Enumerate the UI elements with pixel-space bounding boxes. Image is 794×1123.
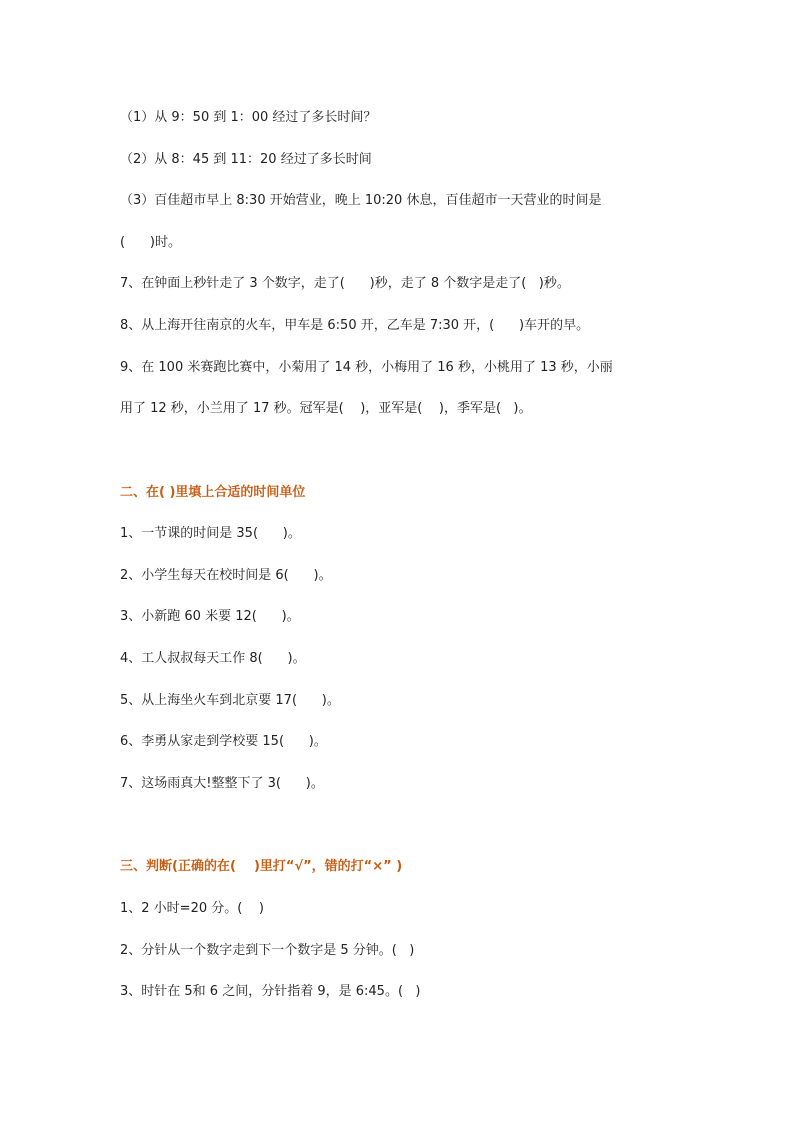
question-text: ( )时。 [120, 235, 181, 250]
question-text: 2、分针从一个数字走到下一个数字是 5 分钟。( ) [120, 943, 415, 958]
question-text: （2）从 8：45 到 11：20 经过了多长时间 [120, 152, 372, 167]
question-text: 1、2 小时=20 分。( ) [120, 901, 264, 916]
question-text: 7、这场雨真大!整整下了 3( )。 [120, 776, 324, 791]
section-heading: 二、在( )里填上合适的时间单位 [120, 485, 306, 500]
question-text: 1、一节课的时间是 35( )。 [120, 526, 301, 541]
question-text: 9、在 100 米赛跑比赛中，小菊用了 14 秒，小梅用了 16 秒，小桃用了 13 秒，小丽 [120, 360, 613, 375]
question-text: 用了 12 秒，小兰用了 17 秒。冠军是( )，亚军是( )，季军是( )。 [120, 401, 532, 416]
question-text: 5、从上海坐火车到北京要 17( )。 [120, 693, 340, 708]
question-text: 2、小学生每天在校时间是 6( )。 [120, 568, 332, 583]
question-text: 7、在钟面上秒针走了 3 个数字，走了( )秒，走了 8 个数字是走了( )秒。 [120, 276, 570, 291]
question-text: 6、李勇从家走到学校要 15( )。 [120, 734, 327, 749]
section-heading: 三、判断(正确的在( )里打“√”，错的打“×” ) [120, 859, 403, 874]
question-text: 3、小新跑 60 米要 12( )。 [120, 609, 300, 624]
question-text: （1）从 9：50 到 1：00 经过了多长时间？ [120, 110, 377, 125]
question-text: 3、时针在 5和 6 之间，分针指着 9，是 6:45。( ) [120, 984, 421, 999]
question-text: （3）百佳超市早上 8:30 开始营业，晚上 10:20 休息，百佳超市一天营业的时间是 [120, 193, 602, 208]
question-text: 8、从上海开往南京的火车，甲车是 6:50 开，乙车是 7:30 开，( )车开的早。 [120, 318, 590, 333]
question-text: 4、工人叔叔每天工作 8( )。 [120, 651, 306, 666]
